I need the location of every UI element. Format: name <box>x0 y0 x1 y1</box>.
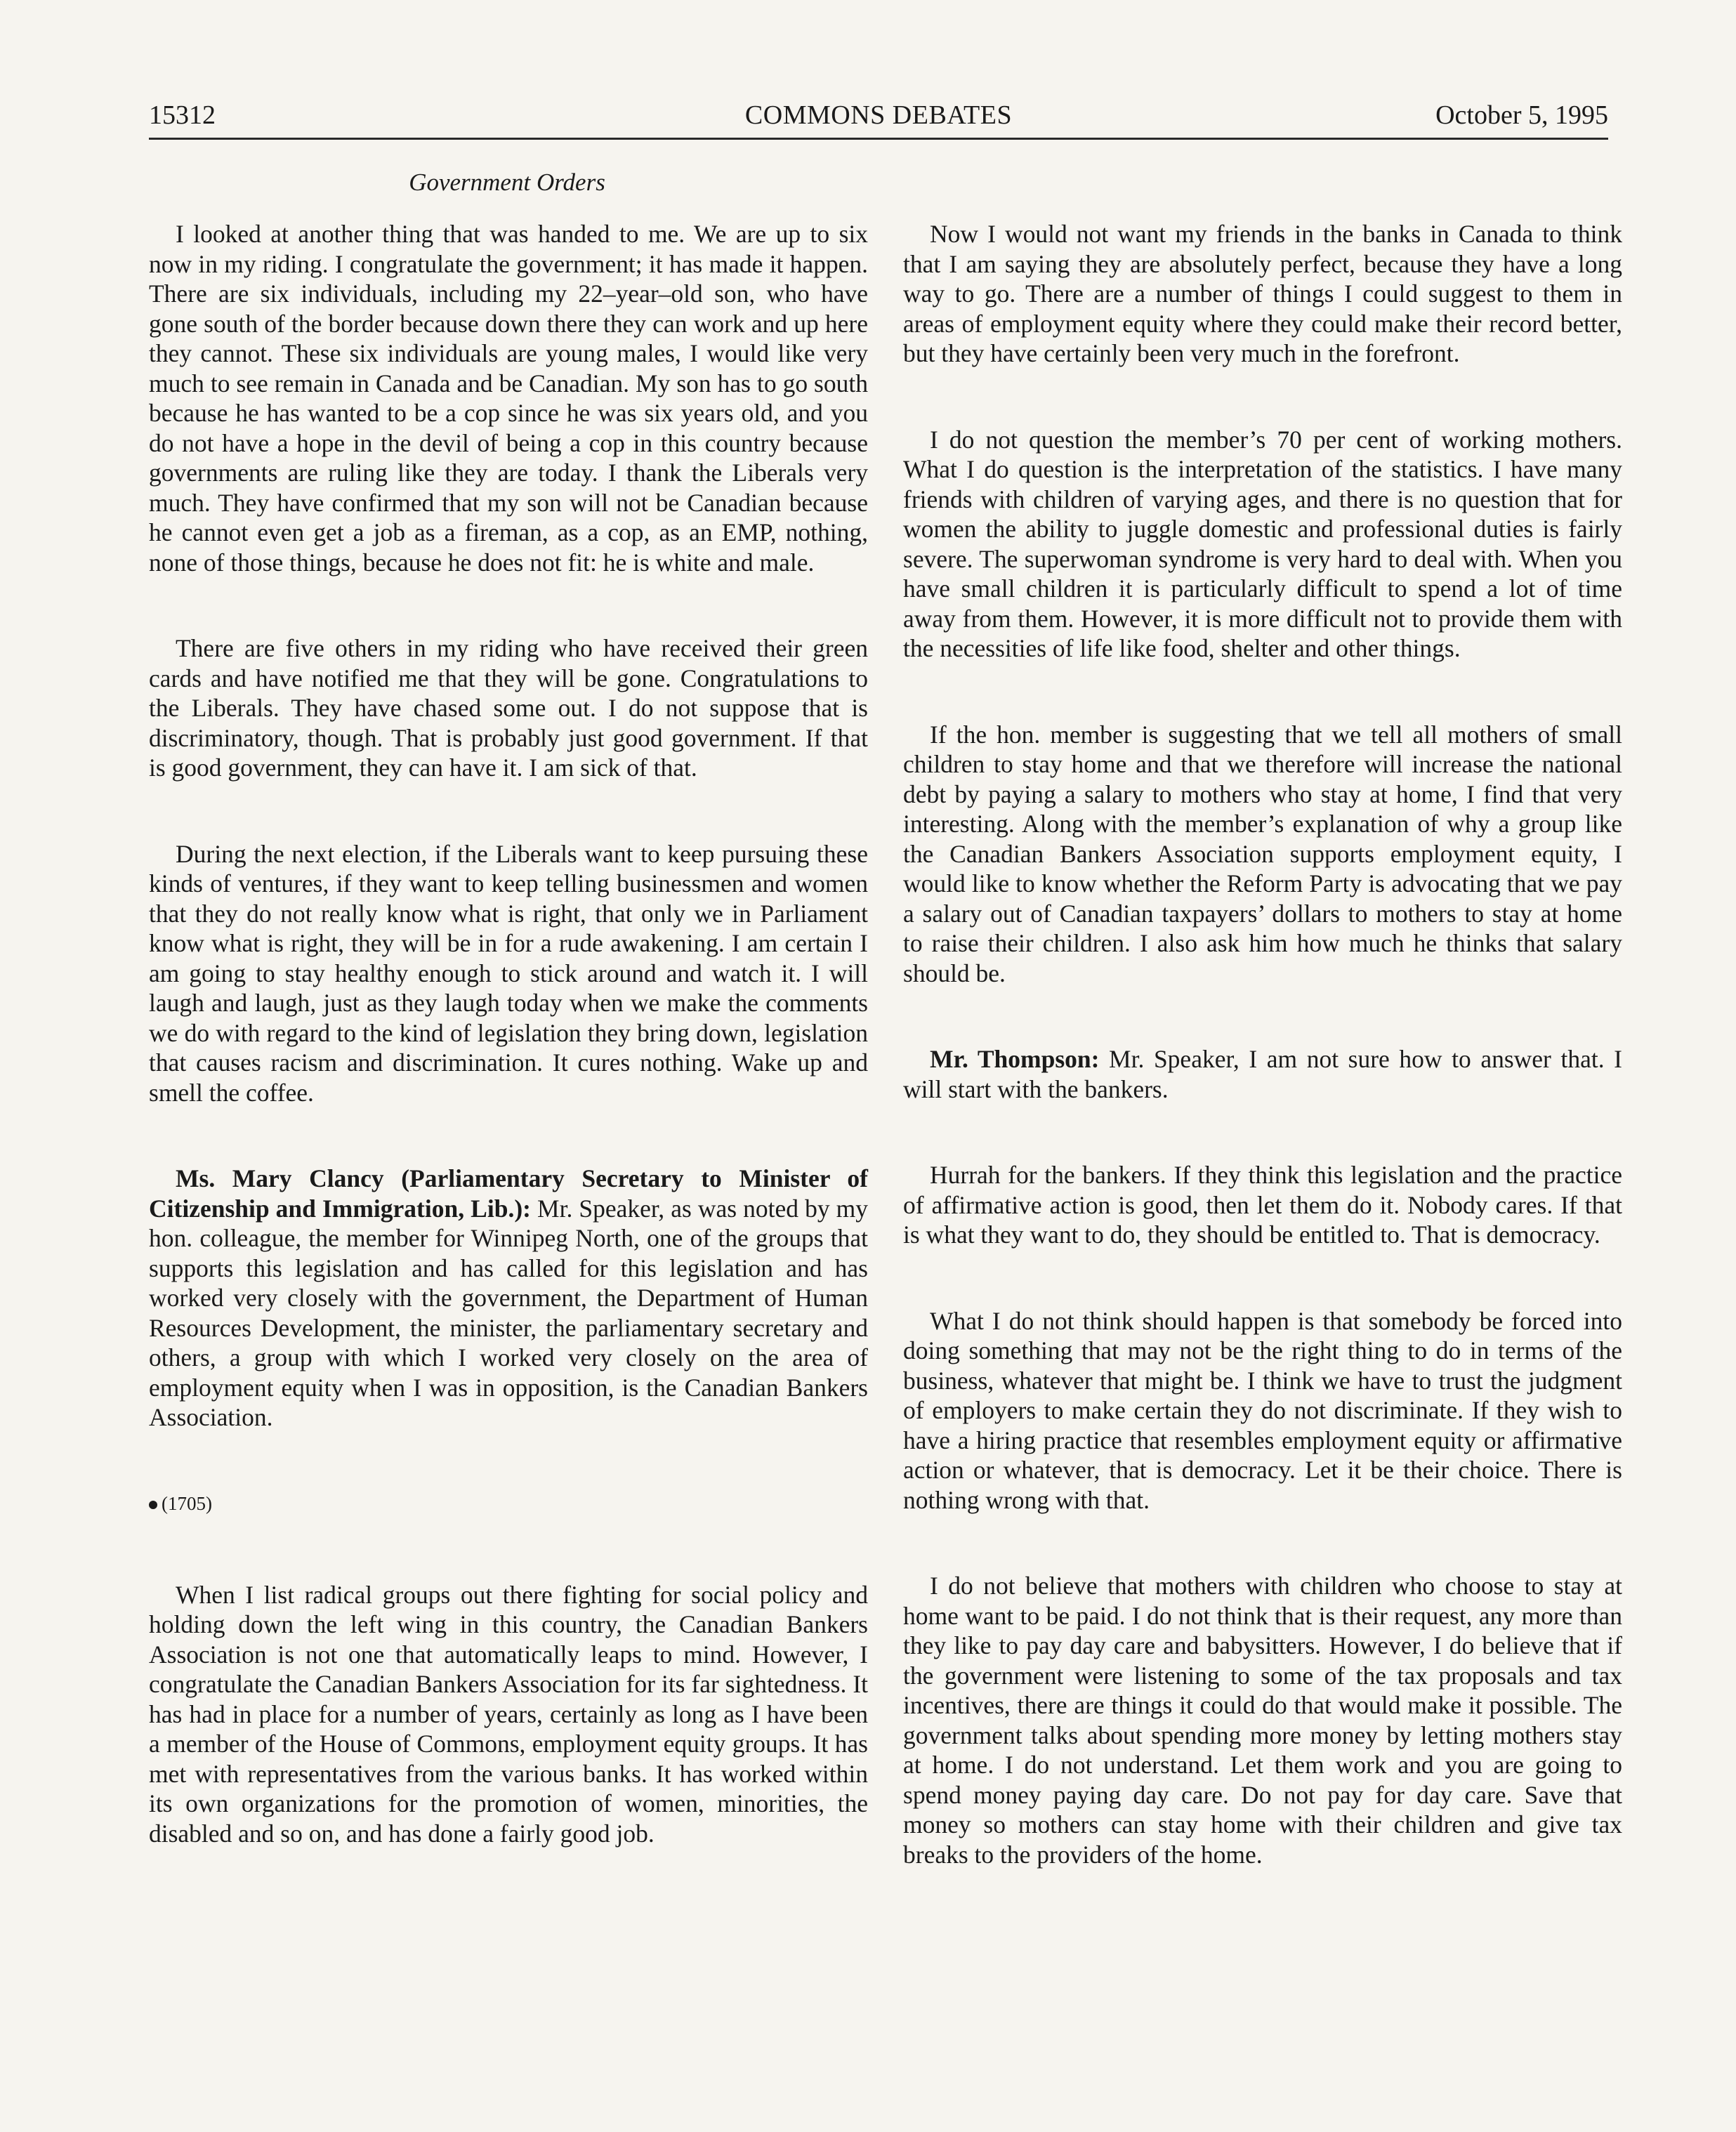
bullet-icon <box>149 1501 157 1509</box>
time-stamp-text: (1705) <box>162 1492 212 1514</box>
speech-text: Mr. Speaker, I am not sure how to answer that. I will start with the bankers. <box>903 1045 1622 1103</box>
header-rule <box>149 138 1608 140</box>
left-paragraph-2: There are five others in my riding who have received their green cards and have notified me that they will be gone. Congratulations to the Liberals. They have chased some out. I do not suppose that is discriminatory, though. That is probably just good government. If that is good government, they can have it. I am sick of that. <box>149 634 868 782</box>
section-label: Government Orders <box>409 169 605 196</box>
page-number: 15312 <box>149 100 216 130</box>
publication-title: COMMONS DEBATES <box>744 100 1013 130</box>
time-stamp <box>149 1489 868 1518</box>
speaker-name: Mr. Thompson: <box>930 1045 1100 1073</box>
speech-text: Mr. Speaker, as was noted by my hon. colleague, the member for Winnipeg North, one of the groups that supports this legislation and has called for this legislation and has worked very closely with the government, the Department of Human Resources Development, the minister, the parliamentary secretary and others, a group with which I worked very closely on the area of employment equity when I was in opposition, is the Canadian Bankers Association. <box>149 1194 869 1431</box>
publication-date: October 5, 1995 <box>1435 100 1608 130</box>
left-paragraph-1: I looked at another thing that was handed to me. We are up to six now in my riding. I congratulate the government; it has made it happen. There are six individuals, including my 22–year–old son, who have gone south of the border because down there they can work and up here they cannot. These six individuals are young males, I would like very much to see remain in Canada and be Canadian. My son has to go south because he has wanted to be a cop since he was six years old, and you do not have a hope in the devil of being a cop in this country because governments are ruling like they are today. I thank the Liberals very much. They have confirmed that my son will not be Canadian because he cannot even get a job as a fireman, as a cop, as an EMP, nothing, none of those things, because he does not fit: he is white and male. <box>149 220 868 577</box>
right-paragraph-5: Hurrah for the bankers. If they think this legislation and the practice of affirmative action is good, then let them do it. Nobody cares. If that is what they want to do, they should be entitled to. That is democracy. <box>903 1161 1622 1249</box>
left-paragraph-4 <box>149 1164 868 1433</box>
right-paragraph-4 <box>903 1044 1622 1104</box>
left-paragraph-3: During the next election, if the Liberals want to keep pursuing these kinds of ventures, if they want to keep telling businessmen and women that they do not really know what is right, that only we in Parliament know what is right, they will be in for a rude awakening. I am certain I am going to stay healthy enough to stick around and watch it. I will laugh and laugh, just as they laugh today when we make the comments we do with regard to the kind of legislation they bring down, legislation that causes racism and discrimination. It cures nothing. Wake up and smell the coffee. <box>149 839 868 1107</box>
left-paragraph-5: When I list radical groups out there fighting for social policy and holding down the left wing in this country, the Canadian Bankers Association is not one that automatically leaps to mind. However, I congratulate the Canadian Bankers Association for its far sightedness. It has had in place for a number of years, certainly as long as I have been a member of the House of Commons, employment equity groups. It has met with representatives from the various banks. It has worked within its own organizations for the promotion of women, minorities, the disabled and so on, and has done a fairly good job. <box>149 1580 868 1848</box>
right-column <box>903 219 1622 1926</box>
right-paragraph-1: Now I would not want my friends in the banks in Canada to think that I am saying they are absolutely perfect, because they have a long way to go. There are a number of things I could suggest to them in areas of employment equity where they could make their record better, but they have certainly been very much in the forefront. <box>903 220 1622 367</box>
speaker-name: Ms. Mary Clancy (Parliamentary Secretary to Minister of Citizenship and Immigration, Lib.): <box>149 1164 868 1223</box>
right-paragraph-6: What I do not think should happen is that somebody be forced into doing something that may not be the right thing to do in terms of the business, whatever that might be. I think we have to trust the judgment of employers to make certain they do not discriminate. If they wish to have a hiring practice that resembles employment equity or affirmative action or whatever, that is democracy. Let it be their choice. There is nothing wrong with that. <box>903 1306 1622 1514</box>
right-paragraph-7: I do not believe that mothers with children who choose to stay at home want to be paid. I do not think that is their request, any more than they like to pay day care and babysitters. However, I do believe that if the government were listening to some of the tax proposals and tax incentives, there are things it could do that would make it possible. The government talks about spending more money by letting mothers stay at home. I do not understand. Let them work and you are going to spend money paying day care. Do not pay for day care. Save that money so mothers can stay home with their children and give tax breaks to the providers of the home. <box>903 1572 1622 1869</box>
right-paragraph-3: If the hon. member is suggesting that we tell all mothers of small children to stay home and that we therefore will increase the national debt by paying a salary to mothers who stay at home, I find that very interesting. Along with the member’s explanation of why a group like the Canadian Bankers Association supports employment equity, I would like to know whether the Reform Party is advocating that we pay a salary out of Canadian taxpayers’ dollars to mothers to stay at home to raise their children. I also ask him how much he thinks that salary should be. <box>903 720 1622 987</box>
right-paragraph-2: I do not question the member’s 70 per cent of working mothers. What I do question is the interpretation of the statistics. I have many friends with children of varying ages, and there is no question that for women the ability to juggle domestic and professional duties is fairly severe. The superwoman syndrome is very hard to deal with. When you have small children it is particularly difficult to spend a lot of time away from them. However, it is more difficult not to provide them with the necessities of life like food, shelter and other things. <box>903 425 1622 662</box>
left-column <box>149 219 868 1904</box>
page-header <box>149 97 1608 133</box>
